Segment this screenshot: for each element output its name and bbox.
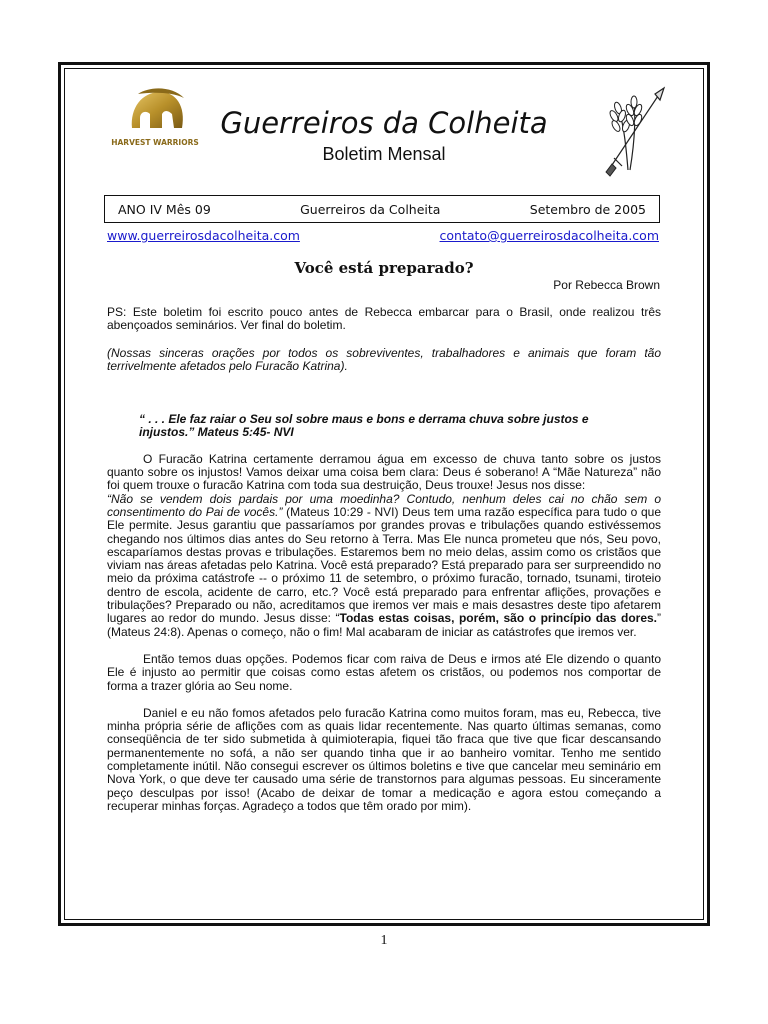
issue-info-bar: [104, 195, 660, 223]
issue-number: ANO IV Mês 09: [118, 201, 211, 217]
note-paragraph: (Nossas sinceras orações por todos os sobreviventes, trabalhadores e animais que foram tão terrivelmente afetados pelo Furacão Katrina).: [107, 345, 661, 373]
contact-links: [107, 228, 659, 243]
paragraph-1-bold: Todas estas coisas, porém, são o princípio das dores.: [339, 611, 658, 626]
paragraph-1-text-c: (Mateus 10:29 - NVI) Deus tem uma razão específica para tudo o que Ele permite. Jesus garantiu que passaríamos por grandes provas e tribulações quando estivéssemos chegando nos últimos dias antes do Seu retorno à Terra. Mas Ele nunca prometeu que nós, Seu povo, escaparíamos destas provas e tribulações. Estaremos bem no meio delas, assim como os cristãos que viviam nas áreas afetadas pelo Katrina. Você está preparado? Está preparado para ser surpreendido no meio da próxima catástrofe -- o próximo 11 de setembro, o próximo furacão, tornado, tsunami, tiroteio dentro de escola, acidente de carro, etc.? Você está preparado para enfrentar aflições, provações e tribulações? Preparado ou não, acreditamos que iremos ver mais e mais desastres deste tipo afetarem lugares ao redor do mundo. Jesus disse: “: [107, 504, 661, 626]
issue-date: Setembro de 2005: [529, 201, 646, 217]
paragraph-1: [107, 453, 661, 639]
paragraph-1-quote: “Não se vendem dois pardais por uma moedinha? Contudo, nenhum deles cai no chão sem o consentimento do Pai de vocês.”: [107, 491, 661, 519]
article-body: [107, 306, 661, 813]
newsletter-subtitle: Boletim Mensal: [322, 144, 446, 164]
logo-text: HARVEST WARRIORS: [111, 138, 199, 147]
website-link[interactable]: www.guerreirosdacolheita.com: [107, 228, 300, 243]
newsletter-title: Guerreiros da Colheita: [220, 106, 548, 140]
email-link[interactable]: contato@guerreirosdacolheita.com: [439, 228, 659, 243]
page-number: 1: [380, 933, 388, 948]
paragraph-1-text-a: O Furacão Katrina certamente derramou água em excesso de chuva tanto sobre os justos quanto sobre os injustos! Vamos deixar uma coisa bem clara: Deus é soberano! A “Mãe Natureza” não foi quem trouxe o furacão Katrina com toda sua destruição, Deus trouxe! Jesus nos disse:: [107, 451, 661, 493]
paragraph-1-text-e: ” (Mateus 24:8). Apenas o começo, não o fim! Mal acabaram de iniciar as catástrofes que iremos ver.: [107, 611, 662, 639]
ps-paragraph: PS: Este boletim foi escrito pouco antes de Rebecca embarcar para o Brasil, onde realizou três abençoados seminários. Ver final do boletim.: [107, 305, 661, 333]
issue-publication: Guerreiros da Colheita: [300, 201, 441, 217]
paragraph-2: Então temos duas opções. Podemos ficar com raiva de Deus e irmos até Ele dizendo o quanto Ele é injusto ao permitir que coisas como estas afetem os cristãos, ou podemos nos comportar de forma a trazer glória ao Seu nome.: [107, 651, 661, 693]
paragraph-3: Daniel e eu não fomos afetados pelo furacão Katrina como muitos foram, mas eu, Rebecca, tive minha própria série de aflições com as quais lidar recentemente. Nas quarto últimas semanas, como conseqüência de ter sido submetida à quimioterapia, fiquei tão fraca que tive que ficar descansando permanentemente no sofá, a não ser quando tinha que ir ao banheiro vomitar. Tenho me sentido completamente inútil. Não consegui escrever os últimos boletins e tive que cancelar meu seminário em Nova York, o que deve ter causado uma série de transtornos para algumas pessoas. Eu sinceramente peço desculpas por isso! (Acabo de deixar de tomar a medicação e agora estou começando a recuperar minhas forças. Agradeço a todos que têm orado por mim).: [107, 705, 661, 813]
article-title: Você está preparado?: [294, 259, 474, 277]
scripture-quote: “ . . . Ele faz raiar o Seu sol sobre maus e bons e derrama chuva sobre justos e injustos.” Mateus 5:45- NVI: [139, 412, 589, 440]
article-byline: Por Rebecca Brown: [553, 278, 660, 292]
